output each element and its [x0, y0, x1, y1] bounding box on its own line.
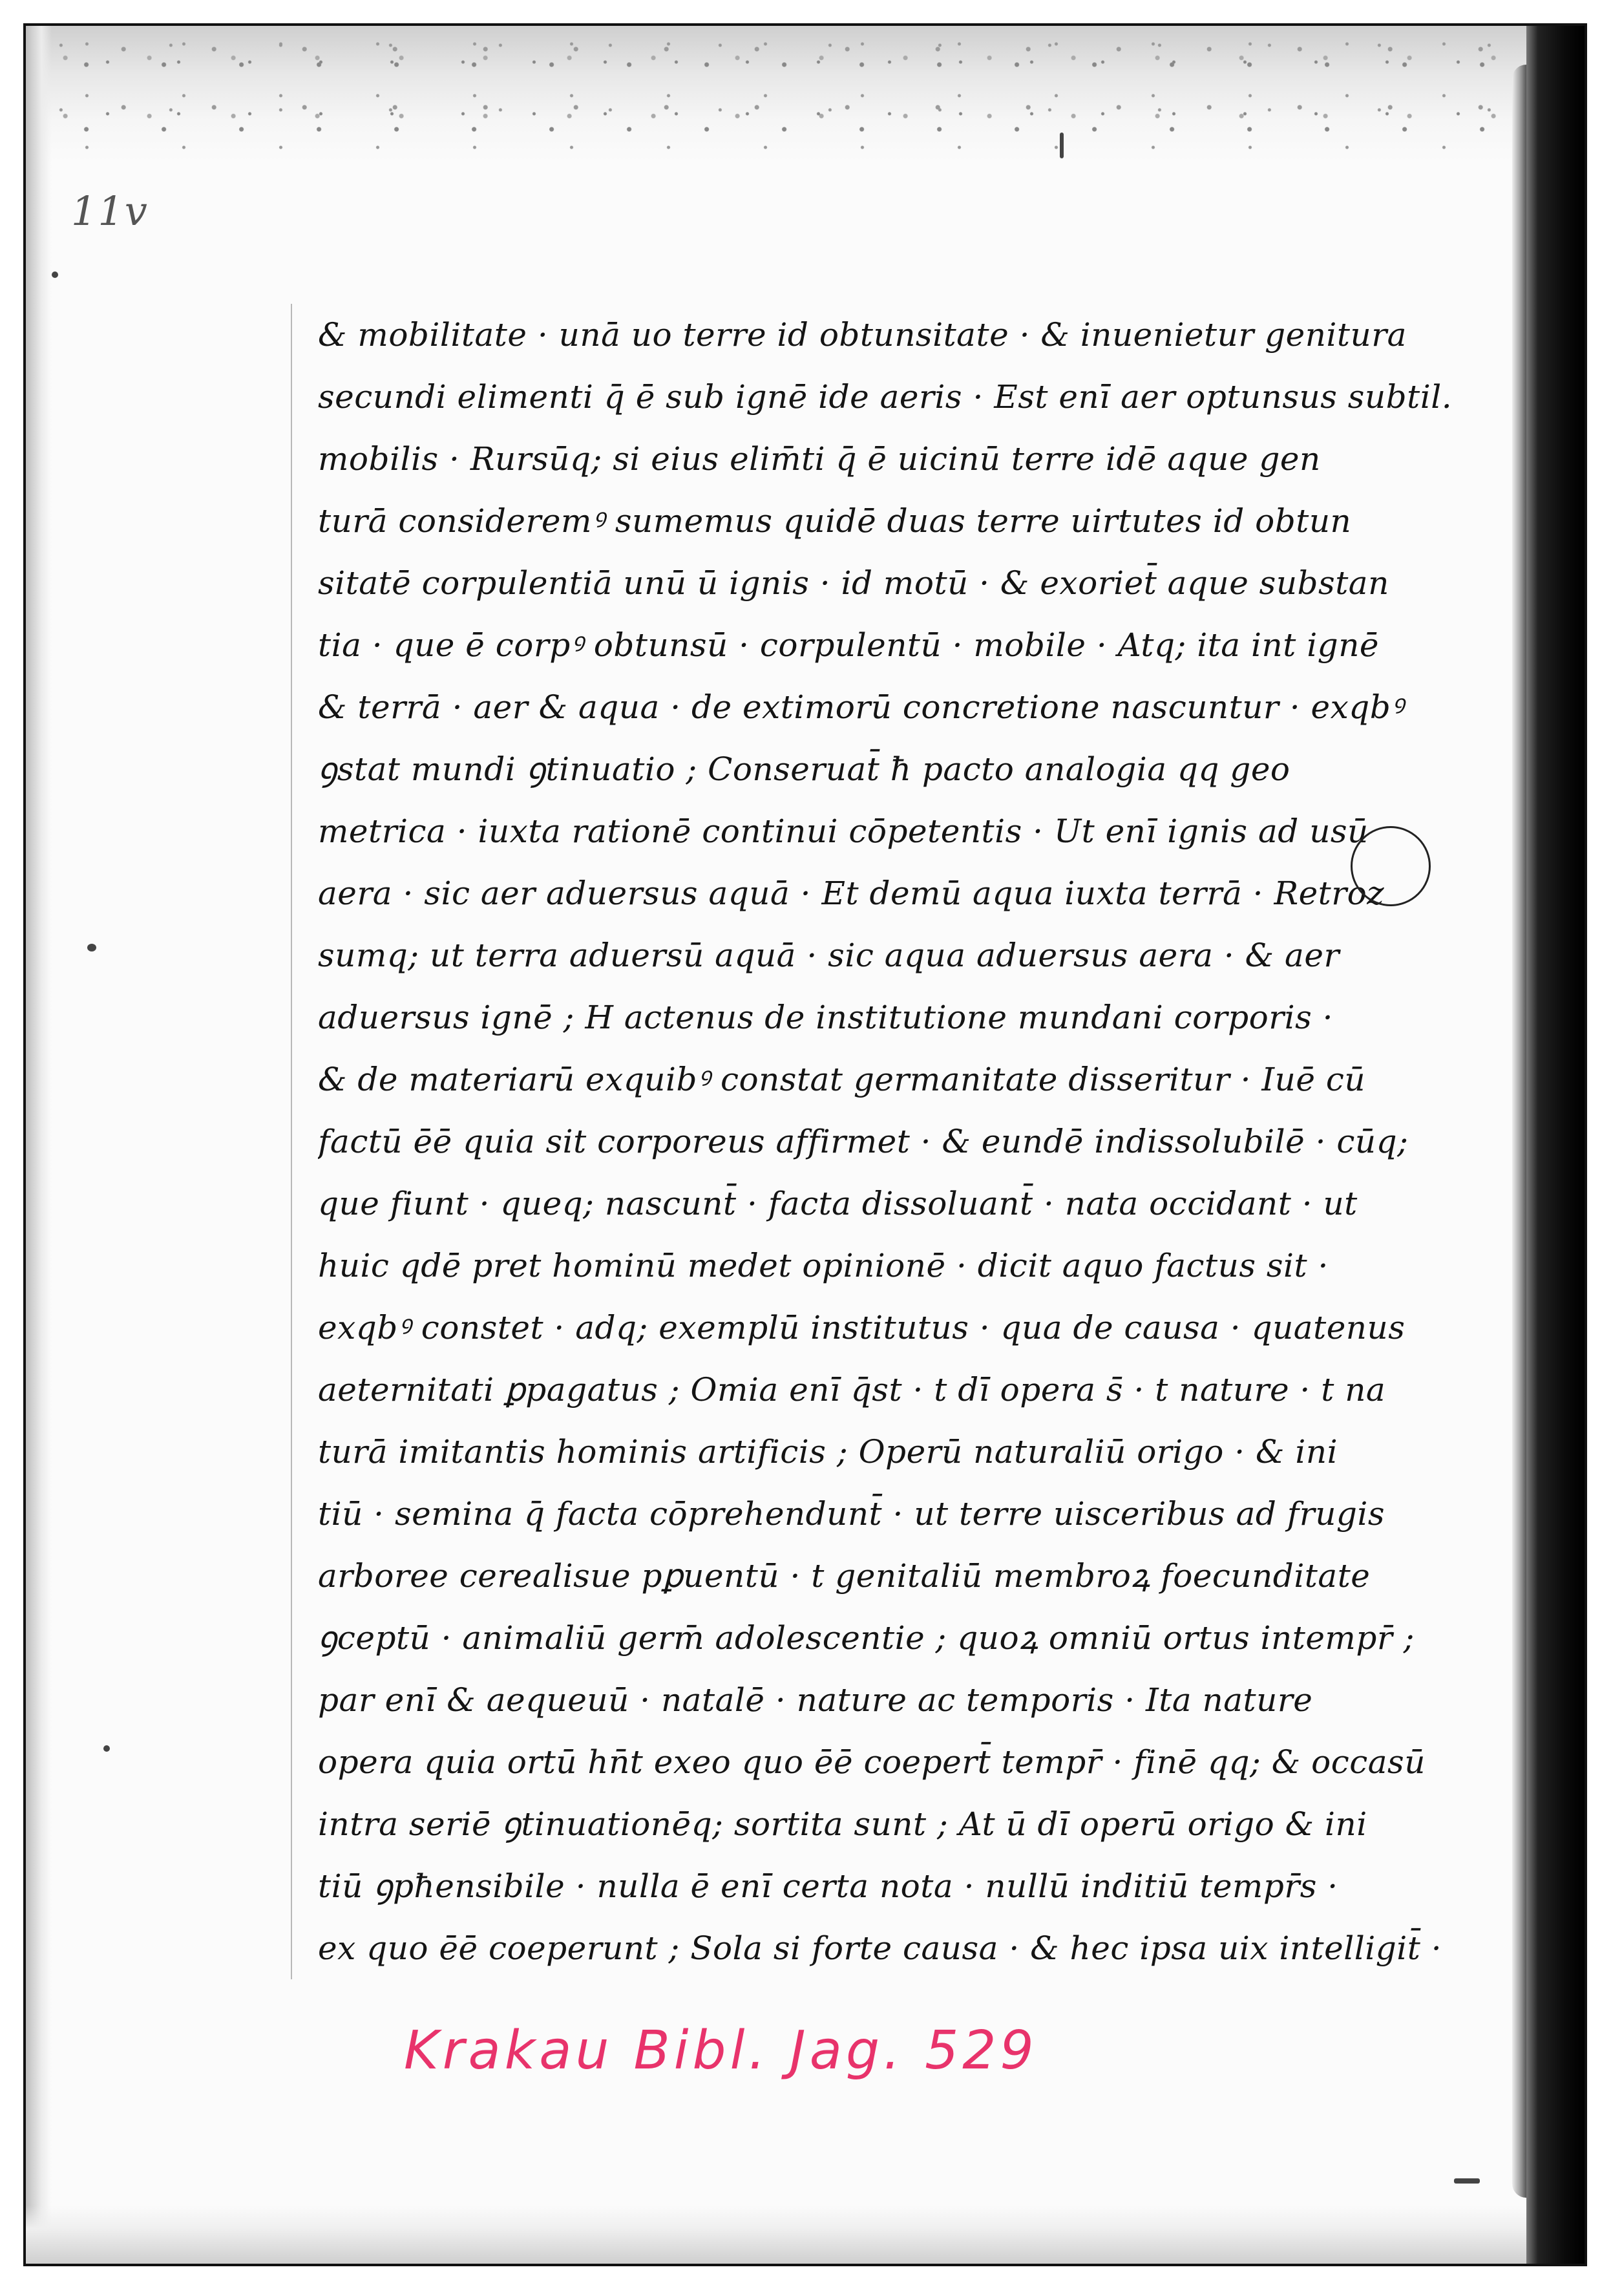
- manuscript-line: sumq; ut terra aduersū aquā · sic aqua aduersus aera · & aer: [318, 937, 1340, 974]
- manuscript-line: ex quo ēē coeperunt ; Sola si forte causa · & hec ipsa uix intelligit̄ ·: [318, 1929, 1442, 1967]
- manuscript-line: aeternitati ꝑpagatus ; Omia enī q̄st · t dī opera s̄ · t nature · t na: [318, 1371, 1386, 1408]
- manuscript-line: opera quia ortū hn̄t exeo quo ēē coepert̄ tempr̄ · finē qq; & occasū: [318, 1743, 1426, 1781]
- manuscript-line: sitatē corpulentiā unū ū ignis · id motū · & exoriet̄ aque substan: [318, 564, 1389, 602]
- library-shelfmark: Krakau Bibl. Jag. 529: [404, 2020, 1038, 2081]
- page-curl-shadow: [1512, 65, 1526, 2198]
- scan-left-edge: [26, 26, 52, 2264]
- manuscript-line: tiū ꝯpħensibile · nulla ē enī certa nota · nullū inditiū tempr̄s ·: [318, 1867, 1338, 1905]
- manuscript-line: turā imitantis hominis artificis ; Operū naturaliū origo · & ini: [318, 1433, 1338, 1471]
- manuscript-line: arboree cerealisue pꝑuentū · t genitaliū membroꝝ foecunditate: [318, 1557, 1371, 1595]
- manuscript-line: factū ēē quia sit corporeus affirmet · & eundē indissolubilē · cūq;: [318, 1123, 1409, 1160]
- manuscript-line: tia · que ē corpꝰ obtunsū · corpulentū · mobile · Atq; ita int ignē: [318, 626, 1379, 664]
- manuscript-line: par enī & aequeuū · natalē · nature ac temporis · Ita nature: [318, 1681, 1313, 1719]
- manuscript-line: huic qdē pret hominū medet opinionē · dicit aquo factus sit ·: [318, 1247, 1329, 1284]
- manuscript-line: ꝯceptū · animaliū germ̄ adolescentie ; quoꝝ omniū ortus intempr̄ ;: [318, 1619, 1415, 1657]
- manuscript-line: mobilis · Rursūq; si eius elim̄ti q̄ ē uicinū terre idē aque gen: [318, 440, 1321, 478]
- ink-speck: [1454, 2178, 1480, 2184]
- manuscript-line: intra seriē ꝯtinuationēq; sortita sunt ; At ū dī operū origo & ini: [318, 1805, 1367, 1843]
- ink-speck: [87, 944, 96, 951]
- manuscript-page-scan: [23, 23, 1587, 2266]
- ink-speck: [103, 1745, 110, 1752]
- manuscript-line: & mobilitate · unā uo terre id obtunsitate · & inuenietur genitura: [318, 316, 1407, 354]
- manuscript-line: exqbꝰ constet · adq; exemplū institutus · qua de causa · quatenus: [318, 1309, 1406, 1346]
- scan-top-edge: [26, 26, 1585, 162]
- manuscript-line: aduersus ignē ; H actenus de institutione mundani corporis ·: [318, 999, 1334, 1036]
- folio-number: 11v: [71, 187, 149, 235]
- manuscript-line: aera · sic aer aduersus aquā · Et demū aqua iuxta terrā · Retroz: [318, 875, 1385, 912]
- manuscript-text-block: [291, 304, 1494, 1979]
- manuscript-line: ꝯstat mundi ꝯtinuatio ; Conseruat̄ ħ pacto analogia qq geo: [318, 750, 1290, 788]
- margin-circle-mark: [1351, 826, 1431, 906]
- book-binding-edge: [1526, 26, 1585, 2264]
- manuscript-line: turā consideremꝰ sumemus quidē duas terre uirtutes id obtun: [318, 502, 1352, 540]
- manuscript-line: secundi elimenti q̄ ē sub ignē ide aeris · Est enī aer optunsus subtil.: [318, 378, 1453, 416]
- manuscript-lines: [318, 304, 1494, 1979]
- manuscript-line: tiū · semina q̄ facta cōprehendunt̄ · ut terre uisceribus ad frugis: [318, 1495, 1385, 1533]
- manuscript-line: & de materiarū exquibꝰ constat germanitate disseritur · Iuē cū: [318, 1061, 1366, 1098]
- manuscript-line: que fiunt · queq; nascunt̄ · facta dissoluant̄ · nata occidant · ut: [318, 1185, 1358, 1222]
- scan-bottom-edge: [26, 2206, 1585, 2264]
- ink-speck: [1060, 133, 1064, 158]
- ink-speck: [52, 271, 58, 278]
- manuscript-line: & terrā · aer & aqua · de extimorū concretione nascuntur · exqbꝰ: [318, 688, 1404, 726]
- manuscript-line: metrica · iuxta rationē continui cōpetentis · Ut enī ignis ad usū: [318, 813, 1369, 850]
